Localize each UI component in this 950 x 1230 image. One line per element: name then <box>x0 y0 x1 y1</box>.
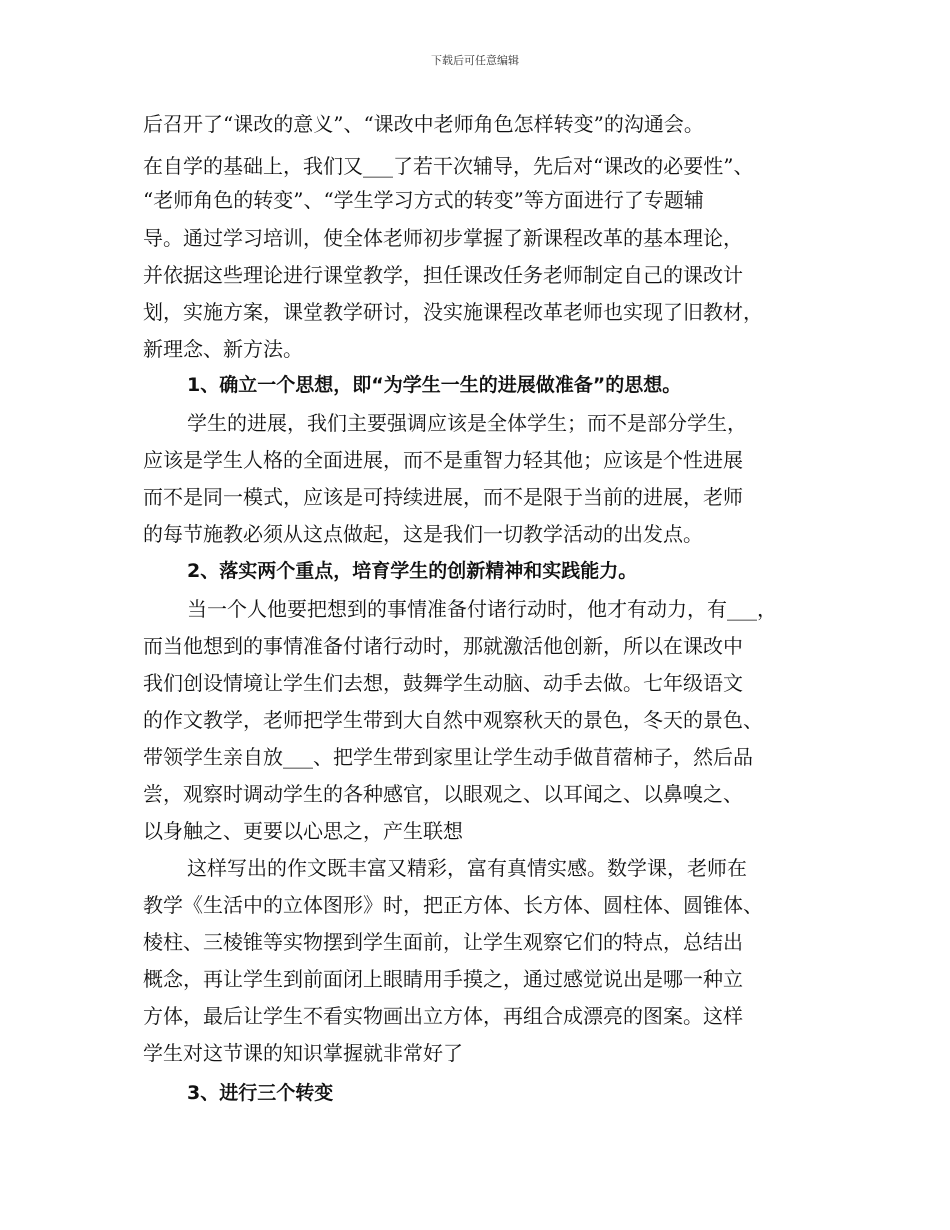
section-heading-3: 3、进行三个转变 <box>187 1082 334 1104</box>
body-line: 新理念、新方法。 <box>143 337 303 361</box>
body-line: 而不是同一模式，应该是可持续进展，而不是限于当前的进展，老师 <box>143 485 743 509</box>
body-line: 带领学生亲自放___、把学生带到家里让学生动手做苜蓿柿子，然后品 <box>143 745 753 769</box>
body-line: 应该是学生人格的全面进展，而不是重智力轻其他；应该是个性进展 <box>143 448 743 472</box>
body-line: 以身触之、更要以心思之，产生联想 <box>143 819 463 843</box>
page-header: 下载后可任意编辑 <box>431 54 519 67</box>
body-line: 教学《生活中的立体图形》时，把正方体、长方体、圆柱体、圆锥体、 <box>143 893 763 917</box>
body-line: 我们创设情境让学生们去想，鼓舞学生动脑、动手去做。七年级语文 <box>143 671 743 695</box>
body-line: 并依据这些理论进行课堂教学，担任课改任务老师制定自己的课改计 <box>143 263 743 287</box>
section-heading-2: 2、落实两个重点，培育学生的创新精神和实践能力。 <box>187 560 638 582</box>
body-line: “老师角色的转变”、“学生学习方式的转变”等方面进行了专题辅 <box>143 188 704 212</box>
body-line: 方体，最后让学生不看实物画出立方体，再组合成漂亮的图案。这样 <box>143 1004 743 1028</box>
body-line: 的作文教学，老师把学生带到大自然中观察秋天的景色，冬天的景色、 <box>143 708 763 732</box>
section-heading-1: 1、确立一个思想，即“为学生一生的进展做准备”的思想。 <box>187 374 682 396</box>
body-line: 这样写出的作文既丰富又精彩，富有真情实感。数学课，老师在 <box>187 856 747 880</box>
body-line: 的每节施教必须从这点做起，这是我们一切教学活动的出发点。 <box>143 522 703 546</box>
body-line: 概念，再让学生到前面闭上眼睛用手摸之，通过感觉说出是哪一种立 <box>143 967 743 991</box>
body-line: 划，实施方案，课堂教学研讨，没实施课程改革老师也实现了旧教材， <box>143 300 763 324</box>
body-line: 导。通过学习培训，使全体老师初步掌握了新课程改革的基本理论， <box>143 226 743 250</box>
body-line: 学生对这节课的知识掌握就非常好了 <box>143 1041 463 1065</box>
body-line: 在自学的基础上，我们又___了若干次辅导，先后对“课改的必要性”、 <box>143 154 754 178</box>
body-line: 学生的进展，我们主要强调应该是全体学生；而不是部分学生， <box>187 411 747 435</box>
body-line: 后召开了“课改的意义”、“课改中老师角色怎样转变”的沟通会。 <box>143 112 704 136</box>
body-line: 而当他想到的事情准备付诸行动时，那就激活他创新，所以在课改中 <box>143 634 743 658</box>
body-line: 当一个人他要把想到的事情准备付诸行动时，他才有动力，有___， <box>187 597 777 621</box>
body-line: 棱柱、三棱锥等实物摆到学生面前，让学生观察它们的特点，总结出 <box>143 930 743 954</box>
body-line: 尝，观察时调动学生的各种感官，以眼观之、以耳闻之、以鼻嗅之、 <box>143 782 743 806</box>
